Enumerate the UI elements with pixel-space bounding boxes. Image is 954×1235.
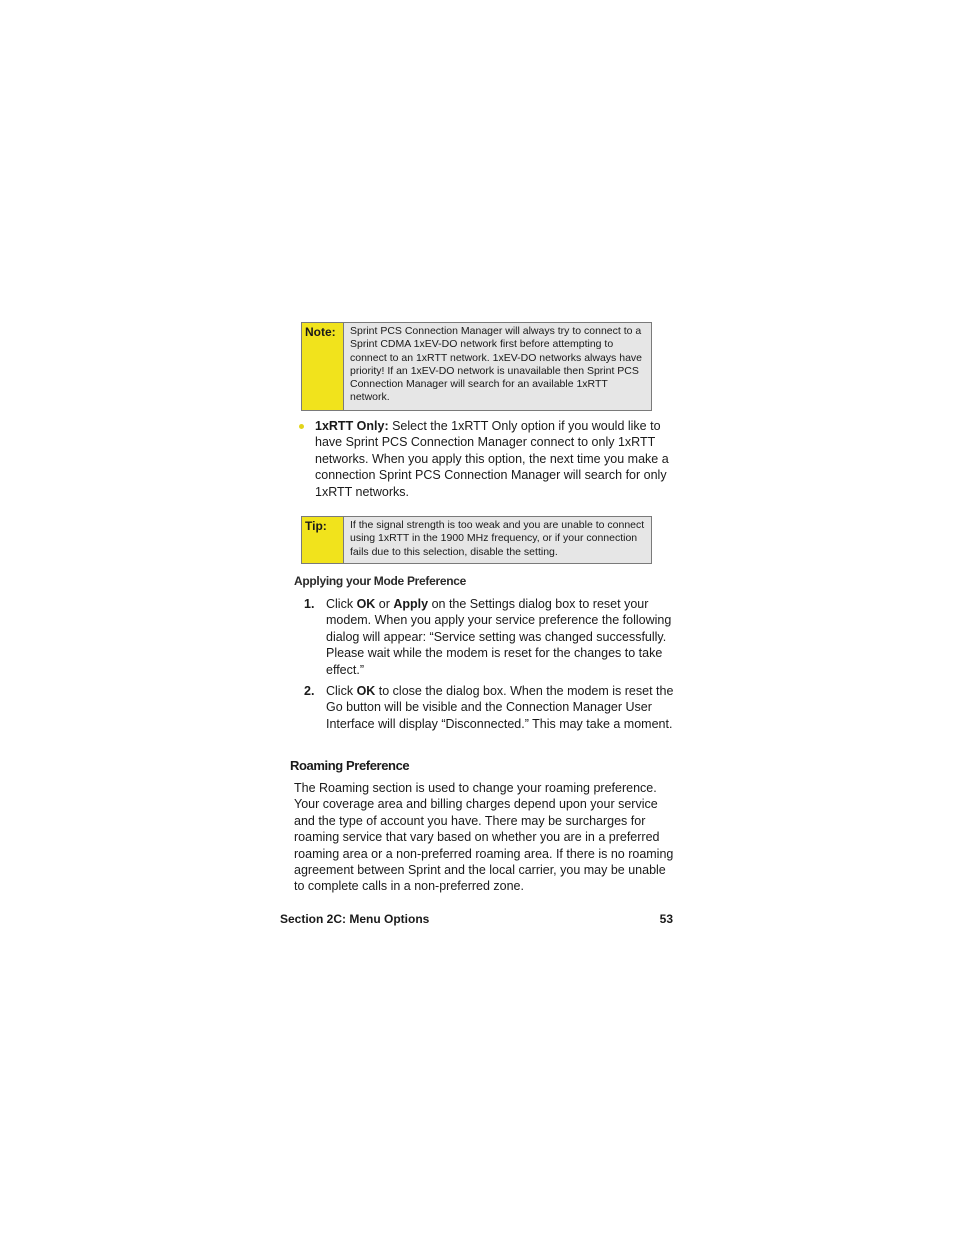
step-bold-apply: Apply bbox=[393, 597, 429, 611]
step-bold-ok: OK bbox=[356, 597, 376, 611]
page-footer bbox=[280, 912, 673, 926]
step-text: to close the dialog box. When the modem is reset the Go button will be visible and the Connection Manager User Interface will display “Disconnected.” This may take a moment. bbox=[326, 684, 674, 731]
subheading-applying-mode: Applying your Mode Preference bbox=[294, 574, 467, 588]
footer-section: Section 2C: Menu Options bbox=[280, 912, 430, 926]
step-text: or bbox=[375, 597, 394, 611]
step-1 bbox=[304, 596, 676, 678]
bullet-item-1xrtt-only bbox=[297, 418, 675, 500]
tip-label: Tip: bbox=[302, 517, 344, 563]
note-callout bbox=[301, 322, 652, 411]
page-number: 53 bbox=[659, 912, 673, 926]
bullet-term: 1xRTT Only: bbox=[315, 419, 389, 433]
bullet-text: Select the 1xRTT Only option if you would like to have Sprint PCS Connection Manager connect to only 1xRTT networks. When you apply this option, the next time you make a connection Sprint PCS Connection Manager will search for only 1xRTT networks. bbox=[315, 419, 669, 499]
section-heading-roaming: Roaming Preference bbox=[290, 758, 410, 773]
step-bold-ok: OK bbox=[356, 684, 376, 698]
step-number: 1. bbox=[304, 597, 315, 611]
step-content bbox=[326, 596, 676, 678]
bullet-dot-icon bbox=[299, 424, 304, 429]
note-text: Sprint PCS Connection Manager will always try to connect to a Sprint CDMA 1xEV-DO network first before attempting to connect to an 1xRTT network. 1xEV-DO networks always have priority! If an 1xEV-DO network is unavailable then Sprint PCS Connection Manager will search for an available 1xRTT network. bbox=[344, 323, 651, 410]
step-text: Click bbox=[326, 597, 357, 611]
bullet-content bbox=[315, 418, 675, 500]
step-text: on the Settings dialog box to reset your modem. When you apply your service preference the following dialog will appear: “Service setting was changed successfully. Please wait while the modem is reset for the changes to take effect.” bbox=[326, 597, 672, 677]
tip-callout bbox=[301, 516, 652, 564]
step-content bbox=[326, 683, 676, 732]
roaming-paragraph: The Roaming section is used to change your roaming preference. Your coverage area and billing charges depend upon your service and the type of account you have. There may be surcharges for roaming service that vary based on whether you are in a preferred roaming area or a non-preferred roaming area. If there is no roaming agreement between Sprint and the local carrier, you may be unable to complete calls in a non-preferred zone. bbox=[294, 781, 674, 894]
step-text: Click bbox=[326, 684, 357, 698]
note-label: Note: bbox=[302, 323, 344, 410]
step-2 bbox=[304, 683, 676, 732]
tip-text: If the signal strength is too weak and you are unable to connect using 1xRTT in the 1900 MHz frequency, or if your connection fails due to this selection, disable the setting. bbox=[344, 517, 651, 563]
step-number: 2. bbox=[304, 684, 315, 698]
